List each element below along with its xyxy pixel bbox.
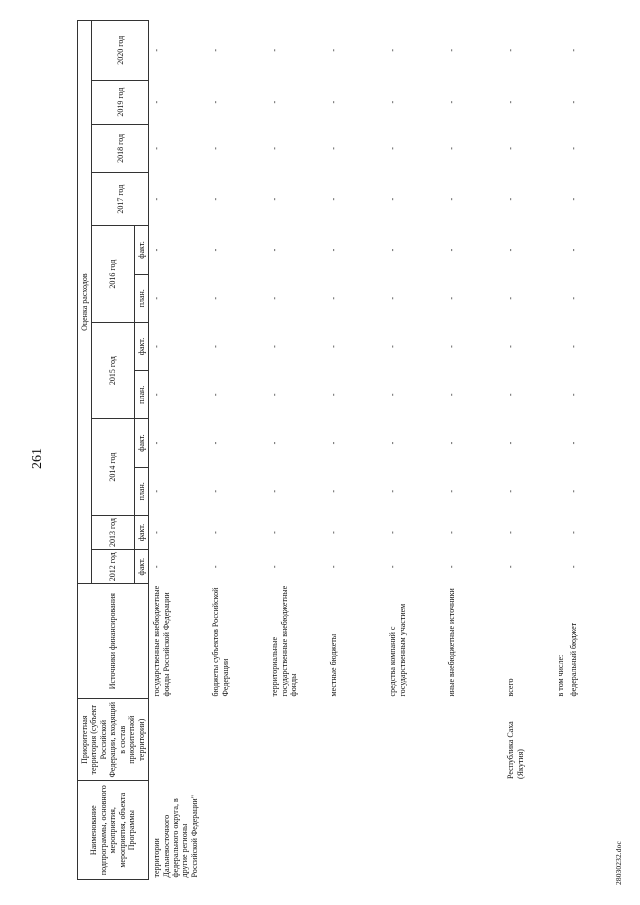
cell-value: [554, 515, 565, 549]
header-priority-territory: Приоритетная территория (субъект Российской Федерации, входящий в состав приоритетной территории): [78, 698, 149, 780]
cell-value: -: [270, 197, 280, 201]
cell-value: -: [211, 296, 221, 300]
cell-value: -: [211, 100, 221, 104]
cell-value: [554, 322, 565, 370]
cell-value: -: [152, 441, 162, 445]
cell-program-name: [444, 781, 503, 880]
page-number: 261: [30, 448, 45, 469]
header-year-2019: 2019 год: [92, 80, 149, 124]
header-2013-fact: факт.: [134, 515, 148, 549]
cell-funding-source: государственные внебюджетные фонды Российской Федерации: [152, 585, 171, 697]
cell-value: -: [447, 197, 457, 201]
header-year-2017: 2017 год: [92, 173, 149, 226]
cell-value: -: [211, 48, 221, 52]
cell-value: -: [506, 565, 516, 569]
financing-table: [77, 20, 625, 880]
cell-value: -: [152, 565, 162, 569]
header-2016-plan: план.: [134, 274, 148, 322]
cell-value: -: [568, 48, 578, 52]
cell-value: -: [270, 248, 280, 252]
header-year-2014: 2014 год: [92, 419, 134, 516]
cell-value: -: [329, 296, 339, 300]
cell-value: [554, 173, 565, 226]
cell-value: -: [447, 345, 457, 348]
cell-value: -: [329, 48, 339, 52]
cell-value: -: [506, 100, 516, 104]
cell-value: -: [270, 441, 280, 445]
header-year-2020: 2020 год: [92, 21, 149, 81]
cell-value: -: [388, 565, 398, 569]
cell-territory: [554, 698, 565, 780]
cell-value: -: [506, 441, 516, 445]
table-row: [385, 21, 444, 880]
cell-value: -: [388, 345, 398, 348]
table-row: [503, 21, 554, 880]
cell-territory: [208, 698, 267, 780]
cell-value: -: [506, 345, 516, 348]
header-year-2013: 2013 год: [92, 515, 134, 549]
cell-value: -: [447, 441, 457, 445]
cell-value: -: [329, 100, 339, 104]
cell-value: -: [270, 489, 280, 493]
cell-value: -: [152, 100, 162, 104]
footer-file-name: 28030232.doc: [614, 841, 623, 885]
cell-funding-source: федеральный бюджет: [568, 622, 578, 697]
cell-value: -: [388, 393, 398, 397]
cell-value: -: [329, 565, 339, 569]
cell-funding-source: иные внебюджетные источники: [447, 588, 457, 697]
cell-value: -: [211, 531, 221, 534]
cell-value: -: [270, 565, 280, 569]
table-row: [208, 21, 267, 880]
cell-value: -: [388, 197, 398, 201]
cell-value: -: [447, 489, 457, 493]
cell-value: -: [568, 147, 578, 150]
cell-value: -: [388, 48, 398, 52]
cell-territory: [444, 698, 503, 780]
cell-value: -: [568, 296, 578, 300]
cell-value: -: [388, 296, 398, 300]
cell-value: -: [211, 441, 221, 445]
cell-value: [554, 274, 565, 322]
cell-value: -: [568, 441, 578, 445]
cell-value: -: [388, 441, 398, 445]
cell-value: [554, 21, 565, 81]
cell-value: [554, 371, 565, 419]
cell-value: -: [388, 531, 398, 534]
header-year-2016: 2016 год: [92, 226, 134, 323]
header-2016-fact: факт.: [134, 226, 148, 274]
cell-value: -: [329, 441, 339, 445]
header-year-2018: 2018 год: [92, 124, 149, 172]
cell-value: -: [152, 345, 162, 348]
header-funding-sources: Источники финансирования: [78, 584, 149, 699]
cell-value: -: [388, 489, 398, 493]
cell-value: -: [568, 248, 578, 252]
cell-value: -: [388, 100, 398, 104]
cell-program-name: [208, 781, 267, 880]
cell-value: -: [447, 248, 457, 252]
table-row: [267, 21, 326, 880]
cell-value: -: [270, 48, 280, 52]
cell-value: -: [211, 345, 221, 348]
header-program-name: Наименование подпрограммы, основного мероприятия, мероприятия, объекта Программы: [78, 781, 149, 880]
cell-value: -: [506, 147, 516, 150]
cell-funding-source: бюджеты субъектов Российской Федерации: [211, 587, 230, 697]
cell-funding-source: местные бюджеты: [329, 633, 339, 697]
cell-value: -: [152, 393, 162, 397]
cell-program-name: [554, 781, 565, 880]
cell-value: -: [568, 345, 578, 348]
cell-value: -: [447, 531, 457, 534]
cell-value: -: [506, 296, 516, 300]
cell-value: [554, 80, 565, 124]
cell-value: -: [568, 489, 578, 493]
cell-value: -: [329, 248, 339, 252]
cell-value: -: [388, 248, 398, 252]
cell-value: -: [329, 489, 339, 493]
table-row: [554, 21, 565, 880]
cell-value: -: [568, 197, 578, 201]
cell-program-name: [385, 781, 444, 880]
cell-value: -: [211, 147, 221, 150]
cell-value: -: [506, 197, 516, 201]
cell-value: -: [152, 48, 162, 52]
cell-value: -: [211, 197, 221, 201]
cell-value: -: [568, 100, 578, 104]
header-year-2015: 2015 год: [92, 322, 134, 419]
cell-value: -: [506, 248, 516, 252]
cell-value: -: [388, 147, 398, 150]
cell-value: -: [211, 565, 221, 569]
header-cost-estimate: Оценка расходов: [78, 21, 92, 584]
cell-value: -: [270, 531, 280, 534]
cell-value: -: [506, 489, 516, 493]
cell-value: -: [211, 489, 221, 493]
table-row: [566, 21, 625, 880]
cell-value: [554, 124, 565, 172]
cell-program-name: [267, 781, 326, 880]
cell-value: -: [152, 296, 162, 300]
cell-funding-source: в том числе:: [556, 654, 566, 697]
cell-value: -: [211, 393, 221, 397]
cell-funding-source: территориальные государственные внебюджетные фонды: [270, 585, 298, 697]
cell-value: -: [152, 147, 162, 150]
cell-funding-source: средства компаний с государственным участием: [388, 603, 407, 697]
cell-value: -: [329, 531, 339, 534]
cell-value: -: [506, 48, 516, 52]
cell-value: -: [270, 393, 280, 397]
table-row: [444, 21, 503, 880]
cell-value: -: [270, 100, 280, 104]
cell-value: -: [568, 565, 578, 569]
header-2015-fact: факт.: [134, 322, 148, 370]
cell-territory: [566, 698, 625, 780]
cell-value: -: [329, 393, 339, 397]
cell-value: -: [447, 393, 457, 397]
cell-value: [554, 226, 565, 274]
cell-territory: [385, 698, 444, 780]
cell-territory: [326, 698, 385, 780]
cell-value: -: [329, 147, 339, 150]
cell-value: -: [568, 531, 578, 534]
cell-value: -: [329, 345, 339, 348]
cell-value: -: [211, 248, 221, 252]
header-year-2012: 2012 год: [92, 550, 134, 584]
cell-value: [554, 419, 565, 467]
cell-value: -: [270, 296, 280, 300]
cell-value: -: [447, 147, 457, 150]
header-2015-plan: план.: [134, 371, 148, 419]
cell-territory: Республика Саха (Якутия): [506, 721, 525, 779]
header-2014-plan: план.: [134, 467, 148, 515]
cell-value: -: [447, 100, 457, 104]
cell-funding-source: всего: [506, 678, 516, 697]
header-2012-fact: факт.: [134, 550, 148, 584]
cell-value: -: [152, 489, 162, 493]
cell-value: -: [270, 345, 280, 348]
cell-value: -: [447, 296, 457, 300]
cell-value: -: [270, 147, 280, 150]
cell-program-name: [326, 781, 385, 880]
cell-value: -: [152, 248, 162, 252]
cell-territory: [149, 698, 209, 780]
cell-value: [554, 550, 565, 584]
cell-value: -: [447, 565, 457, 569]
cell-value: -: [506, 393, 516, 397]
cell-program-name: территории Дальневосточного федерального округа, в другие регионы Российской Федерации": [152, 795, 199, 878]
table-row: [326, 21, 385, 880]
cell-program-name: [503, 781, 554, 880]
cell-value: -: [329, 197, 339, 201]
cell-value: -: [152, 197, 162, 201]
table-row: [149, 21, 209, 880]
cell-value: -: [152, 531, 162, 534]
cell-territory: [267, 698, 326, 780]
cell-value: -: [506, 531, 516, 534]
cell-value: -: [568, 393, 578, 397]
header-2014-fact: факт.: [134, 419, 148, 467]
cell-value: -: [447, 48, 457, 52]
cell-value: [554, 467, 565, 515]
